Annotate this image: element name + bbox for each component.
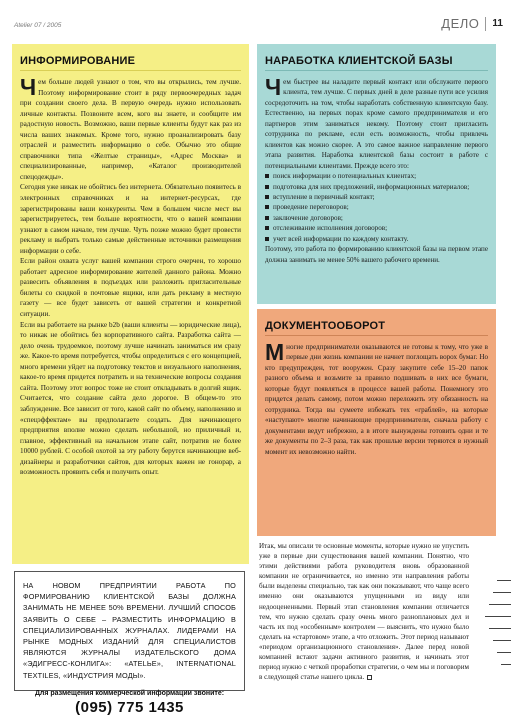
- article-conclusion: [259, 541, 469, 682]
- ad-phone-number: (095) 775 1435: [75, 698, 184, 716]
- info-para-1: ем больше людей узнают о том, что вы открылись, тем лучше. Поэтому информирование стоит в ряду первоочередных задач при создании своего дела. В первую очередь нужно использовать личные контакты. Позвоните всем, кого вы знаете, и сообщите им радостную новость. Возможно, ваши первые клиенты будут как раз из числа ваших знакомых. Кроме того, нужно проанализировать базу отраслей и разместить информацию о себе. Обычно это общие справочники типа «Желтые страницы», «Адрес Москва» и специализированные, например, «Каталог производителей спецодежды».: [20, 78, 241, 181]
- client-dropcap: Ч: [265, 74, 282, 100]
- section-title: ДЕЛО: [441, 16, 480, 31]
- header-divider: [485, 17, 486, 31]
- document-flow-panel: [257, 309, 496, 536]
- info-para-3: Если район охвата услуг вашей компании строго очерчен, то хорошо работает адресное информирование жителей данного района. Можно развесить объявления в подъездах или разложить пригласительные билеты со скидкой в почтовые ящики, или дать рекламу в местную газету — все будет зависеть от вашей стратегии и конкретной ситуации.: [20, 257, 241, 319]
- client-panel-body: [257, 73, 496, 269]
- list-item: заключение договоров;: [265, 213, 488, 223]
- info-para-4: Если вы работаете на рынке b2b (ваши клиенты — юридические лица), то никак не обойтись без корпоративного сайта. Разработка сайта — дело очень трудоемкое, поэтому лучше начинать заниматься им сразу же. Какое-то время потребуется, чтобы определиться с его концепцией, много времени уйдет на подготовку текстов и визуального наполнения, какое-то время придется потратить и на технические вопросы создания сайта. Поэтому этот вопрос тоже не стоит откладывать в долгий ящик. Считается, что создание сайта дело дорогое. В общем-то это заблуждение. Все зависит от того, какой сайт по объему, наполнению и «спецэффектам» вы предполагаете создать. Для начинающего предприятия вполне можно сделать небольшой, но приличный и, главное, эффективный на начальном этапе сайт, потратив не более 10000 рублей. С особой охотой за эту работу берутся начинающие веб-дизайнеры и разработчики сайтов, для которых важен не гонорар, а возможность проявить себя и получить опыт.: [20, 320, 241, 477]
- page-number: 11: [492, 18, 503, 29]
- conclusion-text: Итак, мы описали те основные моменты, которые нужно не упустить уже в первые дни существования вашей компании. Понятно, что этими действиями работа руководителя вновь образованной компании не ограничивается, но именно эти направления работы были выделены специально, так как они показывают, что чаще всего именно они оказываются упущенными из виду или недооцененными. Первый этап становления компании отличается тем, что нужно сделать сразу очень много разноплановых дел и часть их под «особенным» контролем — выяснить, что нужно было сделать на «стартовом» этапе, а что отложить. Этот период называют «периодом организационного становления». Далее перед новой компанией встают задачи активного развития, и начинать этот период нужно с четкой проработки стратегии, о чем мы и поговорим в следующей статье нашего цикла.: [259, 542, 469, 682]
- ad-contact-label: Для размещения коммерческой информации звоните:: [34, 689, 225, 697]
- info-panel-body: [12, 73, 249, 482]
- list-item: подготовка для них предложений, информационных материалов;: [265, 182, 488, 192]
- magazine-issue: Atelier 07 / 2005: [14, 22, 62, 29]
- advertisement-box: [14, 571, 245, 716]
- info-panel: [12, 44, 249, 564]
- client-panel-title: НАРАБОТКА КЛИЕНТСКОЙ БАЗЫ: [265, 52, 488, 71]
- doc-panel-body: [257, 338, 496, 461]
- client-intro: ем быстрее вы наладите первый контакт или обслужите первого клиента, тем лучше. С первых дней в деле разные пути все усилия сосредоточить на том, чтобы наработать собственную клиентскую базу. Естественно, на первых порах кроме самого предпринимателя и его партнеров этим заниматься некому. Поэтому стоит пригласить сотрудника по рекламе, если есть возможность, чтобы привлечь клиентов как можно скорее. А это самое важное направление первого этапа развития. Наработка клиентской базы состоит в работе с потенциальными клиентами. Прежде всего это:: [265, 78, 488, 170]
- client-outro: Поэтому, это работа по формированию клиентской базы на первом этапе должна занимать не менее 50% вашего рабочего времени.: [265, 245, 488, 264]
- client-task-list: [265, 171, 488, 244]
- doc-dropcap: М: [265, 339, 285, 365]
- ad-text: НА НОВОМ ПРЕДПРИЯТИИ РАБОТА ПО ФОРМИРОВАНИЮ КЛИЕНТСКОЙ БАЗЫ ДОЛЖНА ЗАНИМАТЬ НЕ МЕНЕЕ 50% ВРЕМЕНИ. ЛУЧШИЙ СПОСОБ ЗАЯВИТЬ О СЕБЕ – РАЗМЕСТИТЬ ИНФОРМАЦИЮ В СПЕЦИАЛИЗИРОВАННЫХ ЖУРНАЛАХ. ЛИДЕРАМИ НА РЫНКЕ МОДНЫХ ИЗДАНИЙ ДЛЯ СПЕЦИАЛИСТОВ ЯВЛЯЮТСЯ ЖУРНАЛЫ ИЗДАТЕЛЬСКОГО ДОМА «ЭДИГРЕСС-КОНЛИГА»: «ATELЬE», INTERNATIONAL TEXTILES, «ИНДУСТРИЯ МОДЫ».: [23, 581, 236, 680]
- list-item: проведение переговоров;: [265, 202, 488, 212]
- doc-text: ногие предприниматели оказываются не готовы к тому, что уже в первые дни жизнь компании не начнет поглощать ворох бумаг. Но кто предупрежден, тот вооружен. Сразу закупите себе 15–20 папок разного объема и возьмите за правило подшивать в них все бумаги, которые будут появляться в процессе вашей работы. Понемногу это придется делать самому, потом можно переложить эту обязанность на сотрудника. Тогда вы сумеете избежать тех «граблей», на которые «наступают» многие начинающие предприниматели, сначала работу с документами ведут небрежно, а в итоге вынуждены готовить одни и те же документы по 2–3 раза, так как прошлые версии теряются в нужный момент их невозможно найти.: [265, 343, 488, 456]
- list-item: поиск информации о потенциальных клиентах;: [265, 171, 488, 181]
- end-of-article-icon: [367, 675, 372, 680]
- page-header: [441, 16, 503, 31]
- list-item: вступление в первичный контакт;: [265, 192, 488, 202]
- list-item: учет всей информации по каждому контакту.: [265, 234, 488, 244]
- doc-panel-title: ДОКУМЕНТООБОРОТ: [265, 317, 488, 336]
- edge-ruler-marks: [481, 580, 511, 676]
- info-panel-title: ИНФОРМИРОВАНИЕ: [20, 52, 241, 71]
- client-base-panel: [257, 44, 496, 304]
- list-item: отслеживание исполнения договоров;: [265, 223, 488, 233]
- info-para-2: Сегодня уже никак не обойтись без интернета. Обязательно появитесь в электронных справочниках и на интернет-ресурсах, где зарегистрированы ваши конкуренты. Чем в большем числе мест вы зарегистрируетесь, тем больше вероятности, что о вашей компании узнают в самом начале, тем лучше. Чуть позже можно будет провести рекламу и выбрать только самые действенные источники размещения информации о себе.: [20, 183, 241, 255]
- info-dropcap: Ч: [20, 74, 37, 100]
